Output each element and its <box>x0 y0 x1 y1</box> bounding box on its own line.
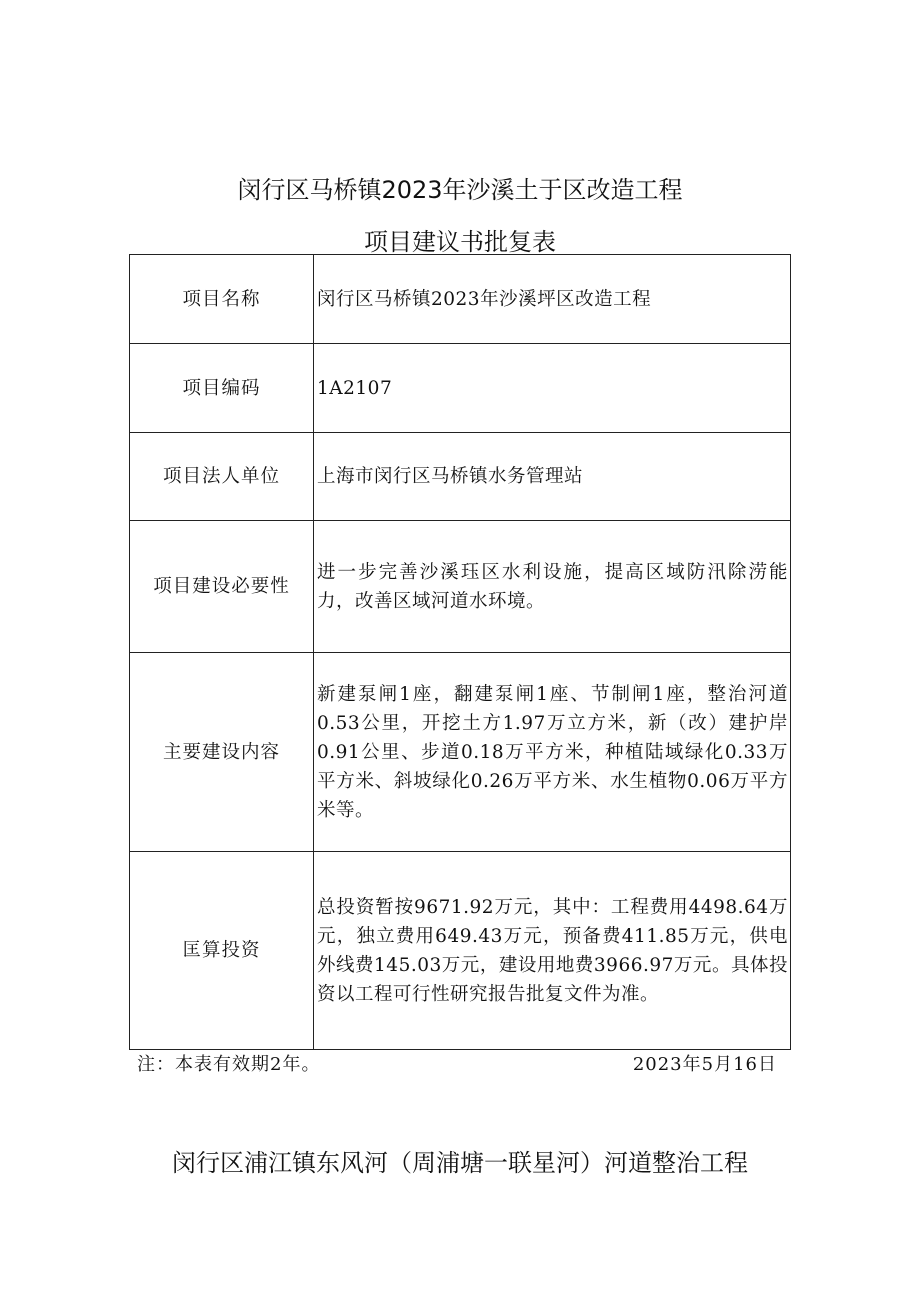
validity-note: 注：本表有效期2年。 <box>137 1054 321 1075</box>
row-value-project-name: 闵行区马桥镇2023年沙溪坪区改造工程 <box>314 255 791 344</box>
document-subtitle: 项目建议书批复表 <box>364 228 556 256</box>
row-value-investment: 总投资暂按9671.92万元，其中：工程费用4498.64万元，独立费用649.43万元，预备费411.85万元，供电外线费145.03万元，建设用地费3966.97万元。具体投资以工程可行性研究报告批复文件为准。 <box>314 852 791 1050</box>
row-label-investment: 匡算投资 <box>130 852 314 1050</box>
table-row <box>130 852 791 1050</box>
next-project-title: 闵行区浦江镇东风河（周浦塘一联星河）河道整治工程 <box>172 1149 748 1177</box>
row-value-main-content: 新建泵闸1座，翻建泵闸1座、节制闸1座，整治河道0.53公里，开挖土方1.97万立方米，新（改）建护岸0.91公里、步道0.18万平方米，种植陆域绿化0.33万平方米、斜坡绿化0.26万平方米、水生植物0.06万平方米等。 <box>314 653 791 852</box>
document-title: 闵行区马桥镇2023年沙溪土于区改造工程 <box>237 176 683 204</box>
row-value-project-code: 1A2107 <box>314 344 791 433</box>
row-label-project-name: 项目名称 <box>130 255 314 344</box>
table-row <box>130 653 791 852</box>
row-label-project-code: 项目编码 <box>130 344 314 433</box>
approval-table <box>129 254 791 1050</box>
table-row <box>130 255 791 344</box>
table-row <box>130 433 791 521</box>
row-label-necessity: 项目建设必要性 <box>130 521 314 653</box>
row-value-necessity: 进一步完善沙溪珏区水利设施，提高区域防汛除涝能力，改善区域河道水环境。 <box>314 521 791 653</box>
table-row <box>130 521 791 653</box>
table-row <box>130 344 791 433</box>
row-label-legal-entity: 项目法人单位 <box>130 433 314 521</box>
row-value-legal-entity: 上海市闵行区马桥镇水务管理站 <box>314 433 791 521</box>
approval-date: 2023年5月16日 <box>632 1054 777 1075</box>
row-label-main-content: 主要建设内容 <box>130 653 314 852</box>
